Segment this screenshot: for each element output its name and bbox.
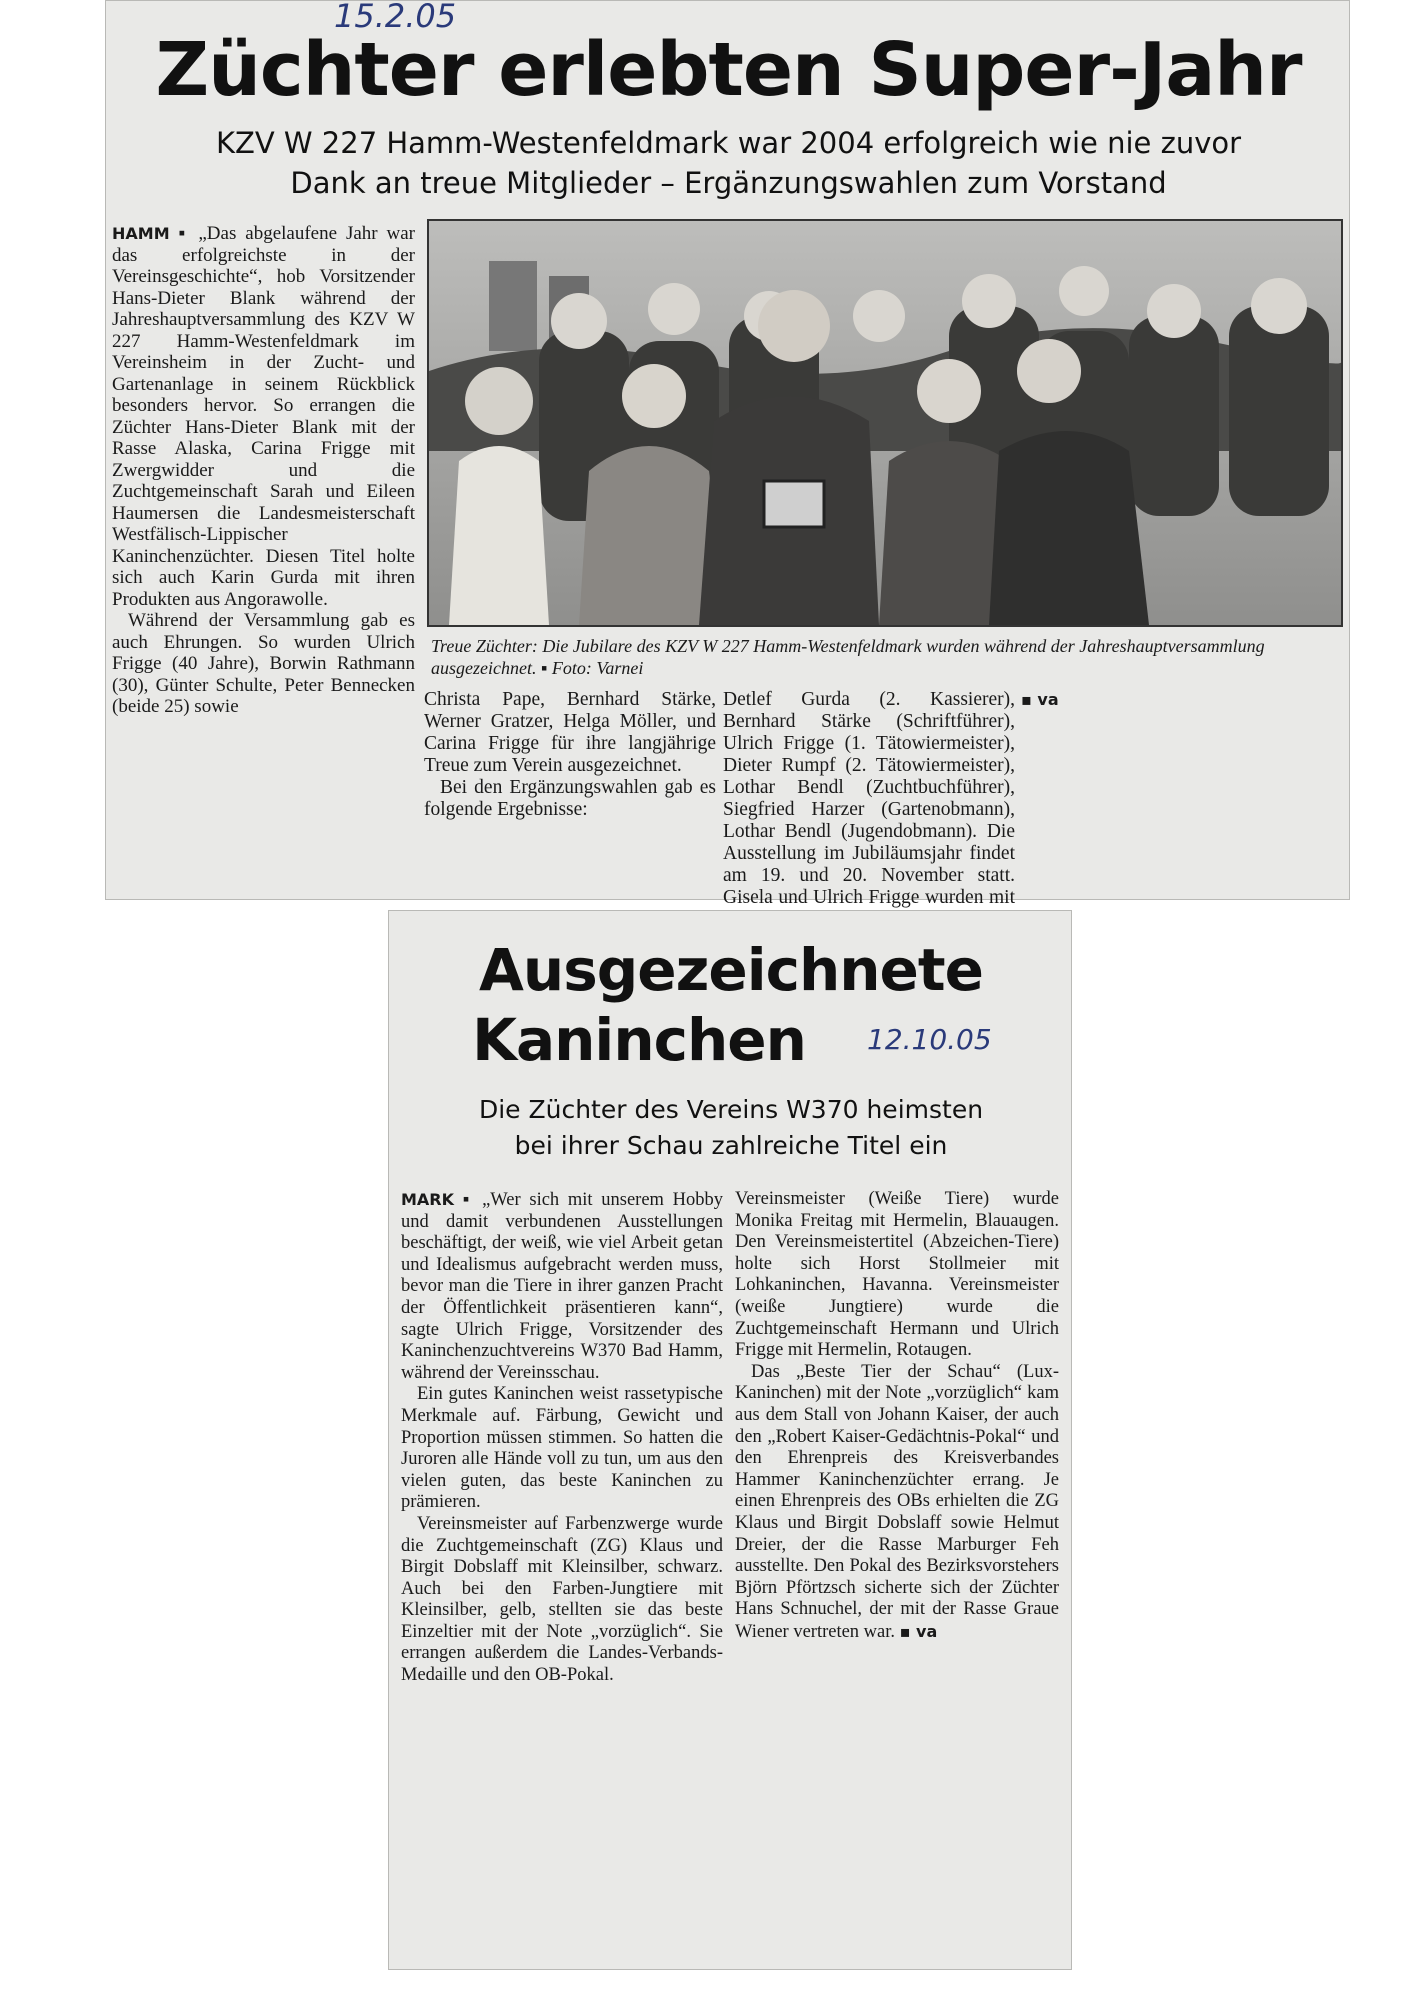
article-column-2: [424, 689, 716, 821]
handwritten-date: 12.10.05: [867, 1023, 992, 1056]
paragraph: Christa Pape, Bernhard Stärke, Werner Gratzer, Helga Möller, und Carina Frigge für ihre langjährige Treue zum Verein ausgezeichnet.: [424, 689, 716, 776]
subheadline-2: Dank an treue Mitglieder – Ergänzungswahlen zum Vorstand: [290, 166, 1167, 200]
group-photo-image: [429, 221, 1341, 625]
clipping-zuechter-super-jahr: [105, 0, 1350, 908]
paragraph: Während der Versammlung gab es auch Ehrungen. So wurden Ulrich Frigge (40 Jahre), Borwin Rathmann (30), Günter Schulte, Peter Bennecken (beide 25) sowie: [112, 610, 415, 717]
handwritten-date: 15.2.05: [334, 0, 457, 35]
article-column-1: MARK ▪ „Wer sich mit unserem Hobby und damit verbundenen Ausstellungen beschäftigt, der weiß, wie viel Arbeit getan und Idealismus aufgebracht werden muss, bevor man die Tiere in ihrer ganzen Pracht der Öffentlichkeit präsentieren kann“, sagte Ulrich Frigge, Vorsitzender des Kaninchenzuchtvereins W370 Bad Hamm, während der Vereinsschau. Ein gutes Kaninchen weist rassetypische Merkmale auf. Färbung, Gewicht und Proportion müssen stimmen. So hatten die Juroren alle Hände voll zu tun, um aus den vielen guten, das beste Kaninchen zu prämieren. Vereinsmeister auf Farbenzwerge wurde die Zuchtgemeinschaft (ZG) Klaus und Birgit Dobslaff mit Kleinsilber, schwarz. Auch bei den Farben-Jungtiere mit Kleinsilber, gelb, stellten sie das beste Einzeltier mit der Note „vorzüglich“. Sie errangen außerdem die Landes-Verbands-Medaille und den OB-Pokal.: [401, 1190, 723, 1686]
paragraph: „Wer sich mit unserem Hobby und damit verbundenen Ausstellungen beschäftigt, der weiß, wie viel Arbeit getan und Idealismus aufgebracht werden muss, bevor man die Tiere in ihrer ganzen Pracht der Öffentlichkeit präsentieren kann“, sagte Ulrich Frigge, Vorsitzender des Kaninchenzuchtvereins W370 Bad Hamm, während der Vereinsschau.: [401, 1190, 723, 1383]
group-photo: [427, 219, 1343, 627]
headline-line-1: Ausgezeichnete: [479, 936, 983, 1004]
paragraph: Detlef Gurda (2. Kassierer), Bernhard Stärke (Schriftführer), Ulrich Frigge (1. Tätowiermeister), Dieter Rumpf (2. Tätowiermeister), Lothar Bendl (Zuchtbuchführer), Siegfried Harzer (Gartenobmann), Lothar Bendl (Jugendobmann). Die Ausstellung im Jubiläumsjahr findet am 19. und 20. November statt. Gisela und Ulrich Frigge wurden mit: [723, 689, 1015, 908]
clipping-ausgezeichnete-kaninchen: [388, 910, 1072, 1970]
headline: Züchter erlebten Super-Jahr: [155, 27, 1302, 113]
photo-caption: Treue Züchter: Die Jubilare des KZV W 227 Hamm-Westenfeldmark wurden während der Jahreshauptversammlung ausgezeichnet. ▪ Foto: Varnei: [431, 636, 1265, 678]
dateline: HAMM: [112, 224, 170, 243]
paragraph: Vereinsmeister auf Farbenzwerge wurde die Zuchtgemeinschaft (ZG) Klaus und Birgit Dobslaff mit Kleinsilber, schwarz. Auch bei den Farben-Jungtiere mit Kleinsilber, gelb, stellten sie das beste Einzeltier mit der Note „vorzüglich“. Sie errangen außerdem die Landes-Verbands-Medaille und den OB-Pokal.: [401, 1513, 723, 1686]
article-column-1: HAMM ▪ „Das abgelaufene Jahr war das erfolgreichste in der Vereinsgeschichte“, hob Vorsitzender Hans-Dieter Blank während der Jahreshauptversammlung des KZV W 227 Hamm-Westenfeldmark im Vereinsheim in der Zucht- und Gartenanlage in seinem Rückblick besonders hervor. So errangen die Züchter Hans-Dieter Blank mit der Rasse Alaska, Carina Frigge mit Zwergwidder und die Zuchtgemeinschaft Sarah und Eileen Haumersen die Landesmeisterschaft Westfälisch-Lippischer Kaninchenzüchter. Diesen Titel holte sich auch Karin Gurda mit ihren Produkten aus Angorawolle. Während der Versammlung gab es auch Ehrungen. So wurden Ulrich Frigge (40 Jahre), Borwin Rathmann (30), Günter Schulte, Peter Bennecken (beide 25) sowie: [112, 223, 415, 717]
dateline: MARK: [401, 1190, 455, 1209]
article-column-3: [723, 689, 1015, 931]
article-column-2: [735, 1189, 1059, 1643]
subheadline-1: Die Züchter des Vereins W370 heimsten: [478, 1095, 984, 1124]
paragraph: Das „Beste Tier der Schau“ (Lux-Kaninchen) mit der Note „vorzüglich“ kam aus dem Stall von Johann Kaiser, der auch den „Robert Kaiser-Gedächtnis-Pokal“ und den Ehrenpreis des Kreisverbandes Hammer Kaninchenzüchter errang. Je einen Ehrenpreis des OBs erhielten die ZG Klaus und Birgit Dobslaff sowie Helmut Dreier, der die Rasse Marburger Feh ausstellte. Den Pokal des Bezirksvorstehers Björn Pförtzsch sicherte sich der Züchter Hans Schnuchel, der mit der Rasse Graue Wiener vertreten war.: [735, 1361, 1059, 1642]
paragraph: Bei den Ergänzungswahlen gab es folgende Ergebnisse:: [424, 777, 716, 820]
paragraph: Vereinsmeister (Weiße Tiere) wurde Monika Freitag mit Hermelin, Blauaugen. Den Vereinsmeistertitel (Abzeichen-Tiere) holte sich Horst Stollmeier mit Lohkaninchen, Havanna. Vereinsmeister (weiße Jungtiere) wurde die Zuchtgemeinschaft Hermann und Ulrich Frigge mit Hermelin, Rotaugen.: [735, 1189, 1059, 1361]
subheadline-2: bei ihrer Schau zahlreiche Titel ein: [514, 1131, 948, 1160]
author-signature: ▪ va: [899, 1621, 938, 1641]
subheadline-1: KZV W 227 Hamm-Westenfeldmark war 2004 erfolgreich wie nie zuvor: [215, 126, 1242, 160]
paragraph: „Das abgelaufene Jahr war das erfolgreichste in der Vereinsgeschichte“, hob Vorsitzender Hans-Dieter Blank während der Jahreshauptversammlung des KZV W 227 Hamm-Westenfeldmark im Vereinsheim in der Zucht- und Gartenanlage in seinem Rückblick besonders hervor. So errangen die Züchter Hans-Dieter Blank mit der Rasse Alaska, Carina Frigge mit Zwergwidder und die Zuchtgemeinschaft Sarah und Eileen Haumersen die Landesmeisterschaft Westfälisch-Lippischer Kaninchenzüchter. Diesen Titel holte sich auch Karin Gurda mit ihren Produkten aus Angorawolle.: [112, 223, 415, 610]
paragraph: Ein gutes Kaninchen weist rassetypische Merkmale auf. Färbung, Gewicht und Proportion müssen stimmen. So hatten die Juroren alle Hände voll zu tun, um aus den vielen guten, das beste Kaninchen zu prämieren.: [401, 1384, 723, 1513]
headline-line-2: Kaninchen: [472, 1006, 806, 1074]
author-signature: ▪ va: [1021, 690, 1059, 709]
article-column-4: [1021, 689, 1326, 711]
